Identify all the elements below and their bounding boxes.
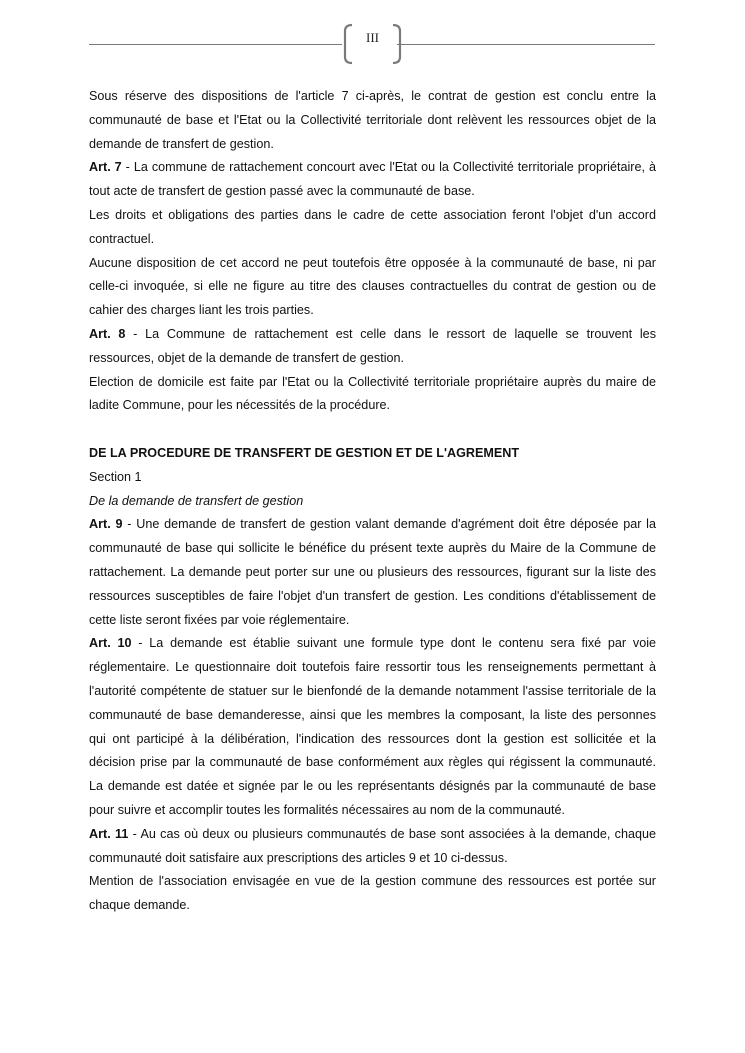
article-7-label: Art. 7 (89, 160, 122, 175)
paragraph-association: Mention de l'association envisagée en vue de la gestion commune des ressources est portée sur chaque demande. (89, 874, 656, 913)
article-8-text: - La Commune de rattachement est celle dans le ressort de laquelle se trouvent les ressources, objet de la demande de transfert de gestion. (89, 326, 656, 365)
section-subtitle: De la demande de transfert de gestion (89, 493, 304, 508)
left-bracket-icon (340, 22, 354, 66)
article-9-label: Art. 9 (89, 517, 123, 532)
article-11 (89, 823, 656, 871)
header-rule-right (397, 44, 655, 45)
article-9 (89, 513, 656, 632)
article-11-text: - Au cas où deux ou plusieurs communautés de base sont associées à la demande, chaque communauté doit satisfaire aux prescriptions des articles 9 et 10 ci-dessus. (89, 826, 656, 865)
article-8-label: Art. 8 (89, 326, 126, 341)
blank-line (89, 418, 656, 442)
article-7 (89, 156, 656, 204)
page-header (89, 22, 655, 66)
article-11-label: Art. 11 (89, 826, 129, 841)
header-rule-left (89, 44, 342, 45)
article-9-text: - Une demande de transfert de gestion valant demande d'agrément doit être déposée par la communauté de base qui sollicite le bénéfice du présent texte auprès du Maire de la Commune de rattachement. La demande peut porter sur une ou plusieurs des ressources, figurant sur la liste des ressources susceptibles de faire l'objet d'un transfert de gestion. Les conditions d'établissement de cette liste seront fixées par voie réglementaire. (89, 517, 656, 627)
page-number: III (366, 30, 379, 45)
article-10 (89, 632, 656, 822)
article-7-text: - La commune de rattachement concourt avec l'Etat ou la Collectivité territoriale propriétaire, à tout acte de transfert de gestion passé avec la communauté de base. (89, 160, 656, 199)
section-heading: DE LA PROCEDURE DE TRANSFERT DE GESTION ET DE L'AGREMENT (89, 445, 520, 460)
article-10-label: Art. 10 (89, 636, 132, 651)
paragraph-domicile: Election de domicile est faite par l'Etat ou la Collectivité territoriale propriétaire auprès du maire de ladite Commune, pour les nécessités de la procédure. (89, 374, 656, 413)
paragraph-no-opposition: Aucune disposition de cet accord ne peut toutefois être opposée à la communauté de base, ni par celle-ci invoquée, si elle ne figure au titre des clauses contractuelles du contrat de gestion ou de cahier des charges liant les trois parties. (89, 255, 656, 318)
article-10-text: - La demande est établie suivant une formule type dont le contenu sera fixé par voie réglementaire. Le questionnaire doit toutefois faire ressortir tous les renseignements permettant à l'autorité compétente de statuer sur le bienfondé de la demande notamment l'assise territoriale de la communauté de base demanderesse, ainsi que les membres la composant, la liste des personnes qui ont participé à la délibération, l'indication des ressources dont la gestion est sollicitée et la décision prise par la communauté de base conformément aux règles qui régissent la communauté. La demande est datée et signée par le ou les représentants désignés par la communauté de base pour suivre et accomplir toutes les formalités nécessaires au nom de la communauté. (89, 636, 657, 817)
paragraph-contract: Sous réserve des dispositions de l'article 7 ci-après, le contrat de gestion est conclu entre la communauté de base et l'Etat ou la Collectivité territoriale dont relèvent les ressources objet de la demande de transfert de gestion. (89, 89, 656, 151)
paragraph-rights: Les droits et obligations des parties dans le cadre de cette association feront l'objet d'un accord contractuel. (89, 207, 656, 246)
document-body (89, 85, 656, 918)
article-8 (89, 323, 656, 371)
section-number: Section 1 (89, 469, 142, 484)
